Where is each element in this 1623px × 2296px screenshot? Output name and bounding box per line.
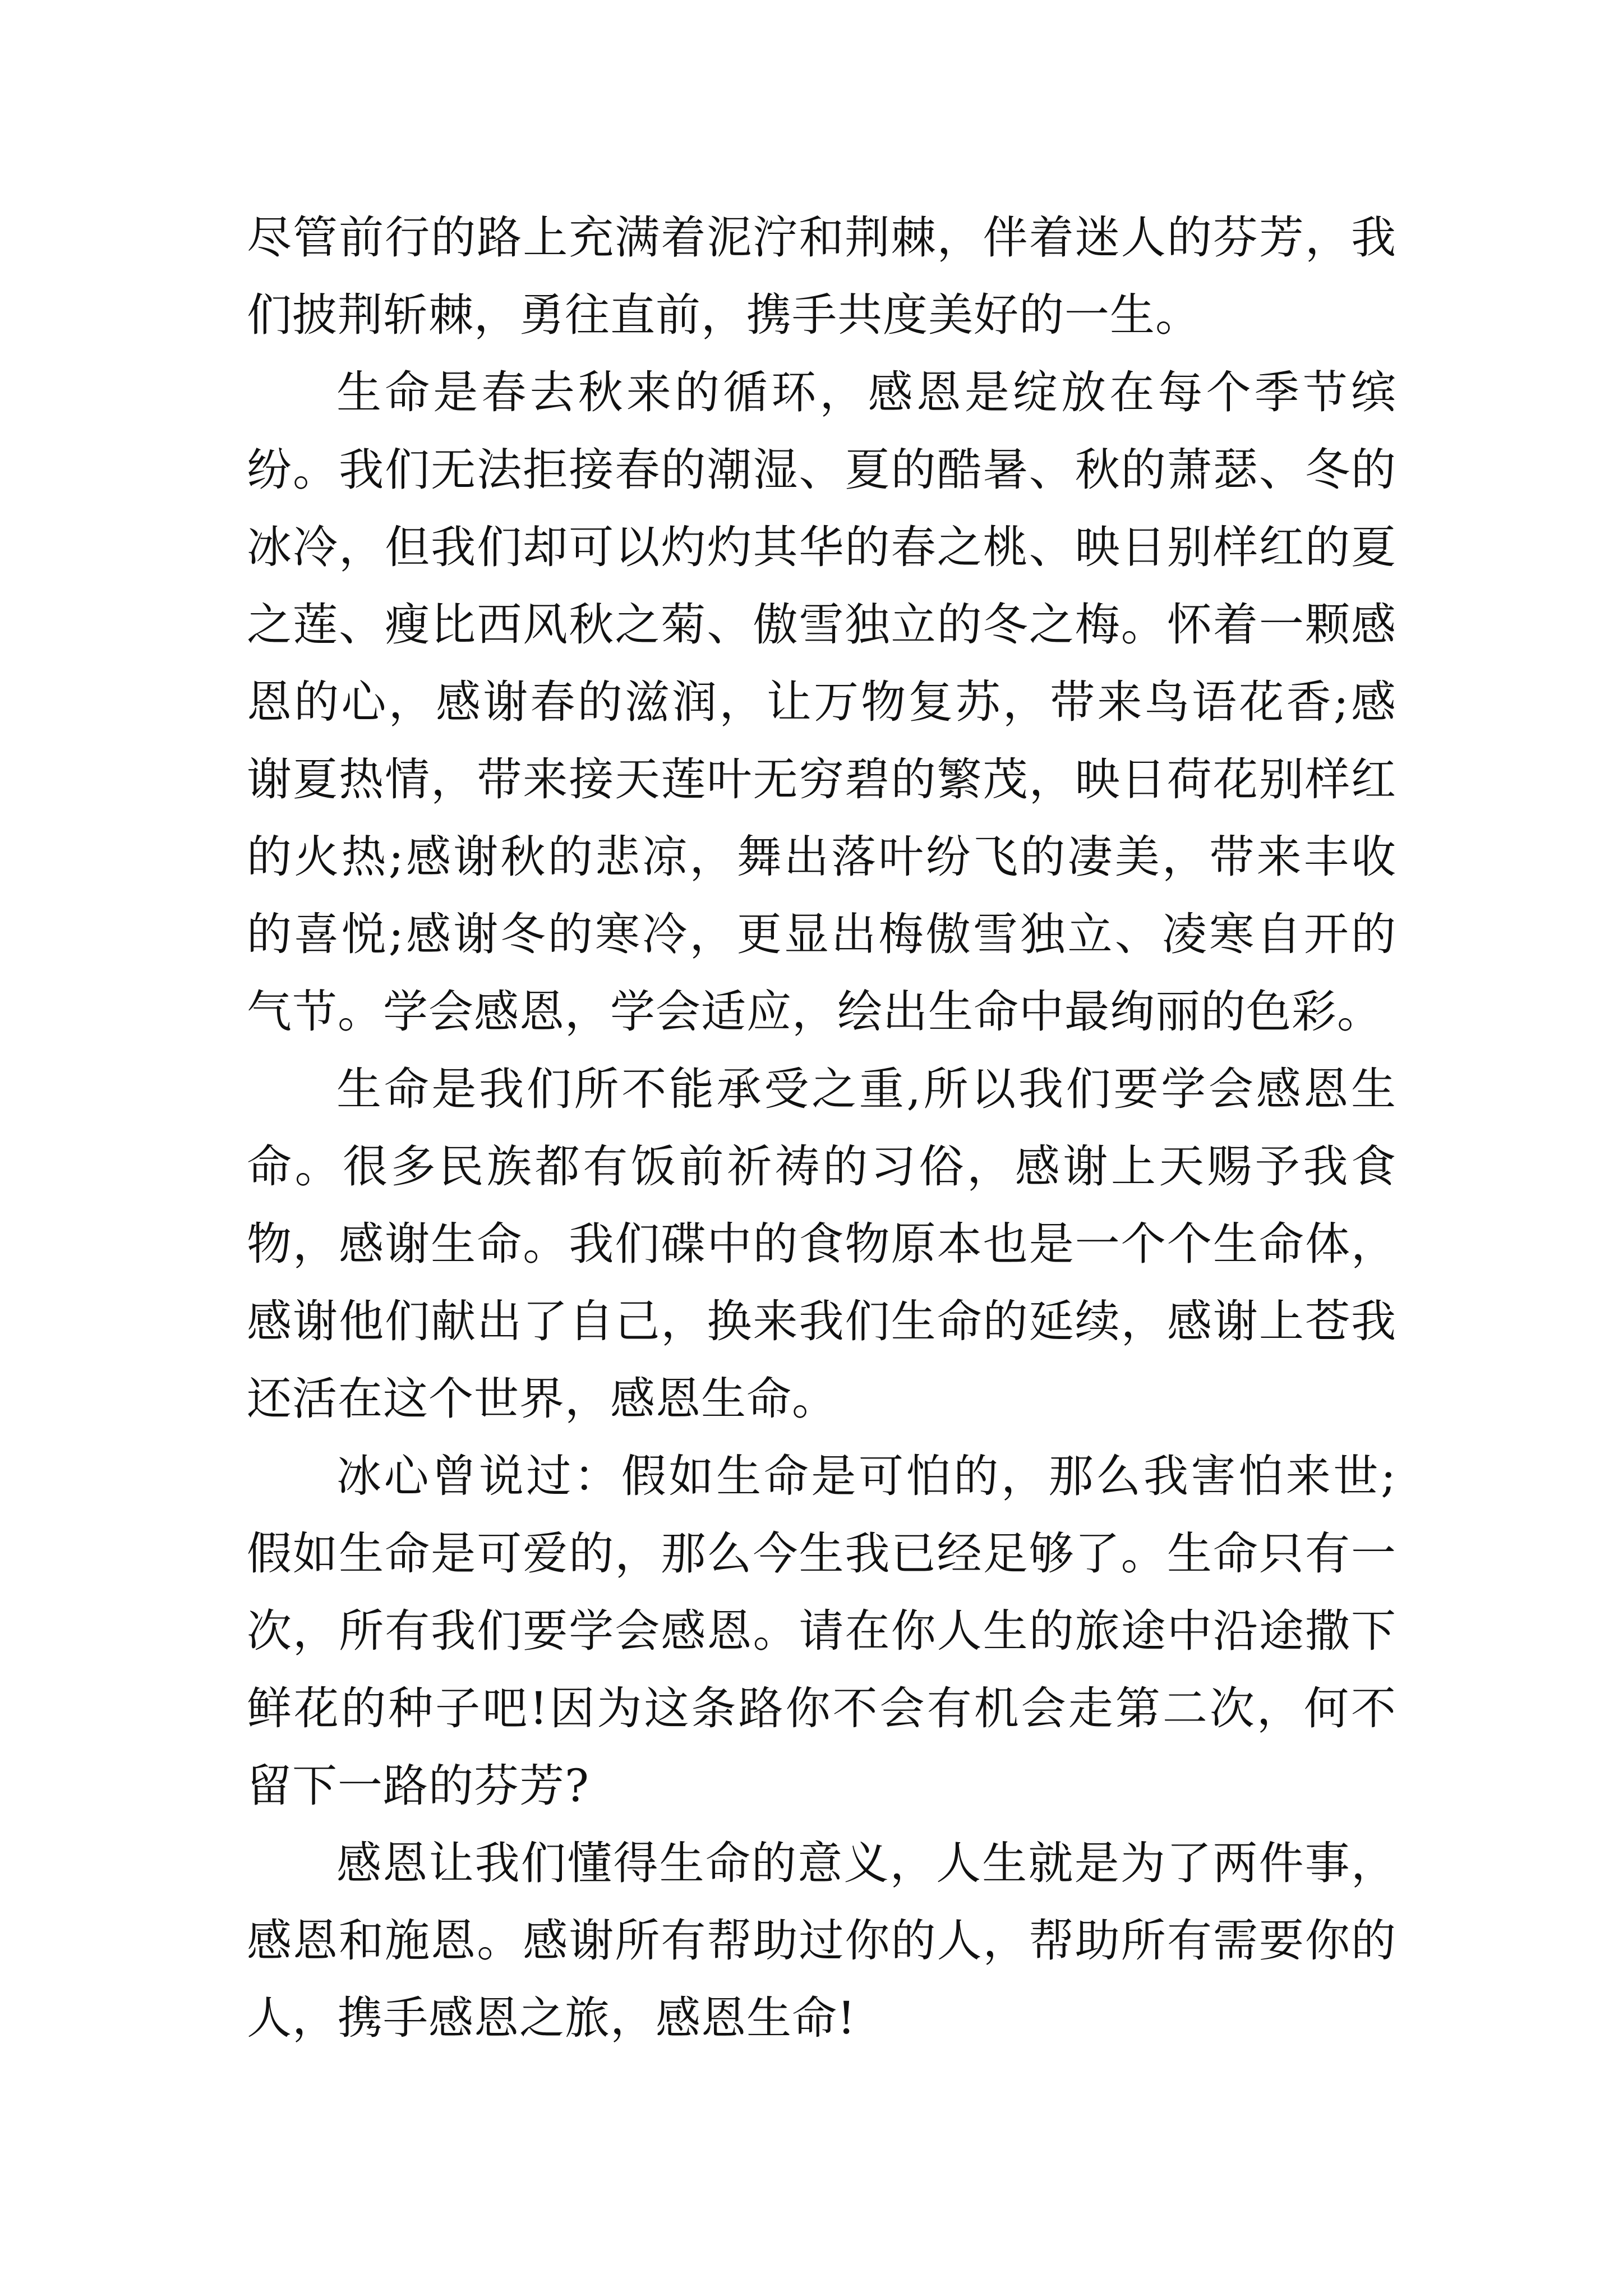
paragraph-seasons: 生命是春去秋来的循环，感恩是绽放在每个季节缤纷。我们无法拒接春的潮湿、夏的酷暑、秋的萧瑟、冬的冰冷，但我们却可以灼灼其华的春之桃、映日别样红的夏之莲、瘦比西风秋之菊、傲雪独立的冬之梅。怀着一颗感恩的心，感谢春的滋润，让万物复苏，带来鸟语花香;感谢夏热情，带来接天莲叶无穷碧的繁茂，映日荷花别样红的火热;感谢秋的悲凉，舞出落叶纷飞的凄美，带来丰收的喜悦;感谢冬的寒冷，更显出梅傲雪独立、凌寒自开的气节。学会感恩，学会适应，绘出生命中最绚丽的色彩。 (247, 366, 1396, 1038)
paragraph-conclusion: 感恩让我们懂得生命的意义，人生就是为了两件事，感恩和施恩。感谢所有帮助过你的人，帮助所有需要你的人，携手感恩之旅，感恩生命! (247, 1837, 1396, 2044)
paragraph-gratitude-life: 生命是我们所不能承受之重,所以我们要学会感恩生命。很多民族都有饭前祈祷的习俗，感谢上天赐予我食物，感谢生命。我们碟中的食物原本也是一个个生命体，感谢他们献出了自己，换来我们生命的延续，感谢上苍我还活在这个世界，感恩生命。 (247, 1063, 1396, 1425)
document-body (247, 199, 1396, 2057)
paragraph-bingxin-quote: 冰心曾说过：假如生命是可怕的，那么我害怕来世;假如生命是可爱的，那么今生我已经足够了。生命只有一次，所有我们要学会感恩。请在你人生的旅途中沿途撒下鲜花的种子吧!因为这条路你不会有机会走第二次，何不留下一路的芬芳? (247, 1450, 1396, 1812)
paragraph-continuation: 尽管前行的路上充满着泥泞和荆棘，伴着迷人的芬芳，我们披荆斩棘，勇往直前，携手共度美好的一生。 (247, 211, 1396, 341)
